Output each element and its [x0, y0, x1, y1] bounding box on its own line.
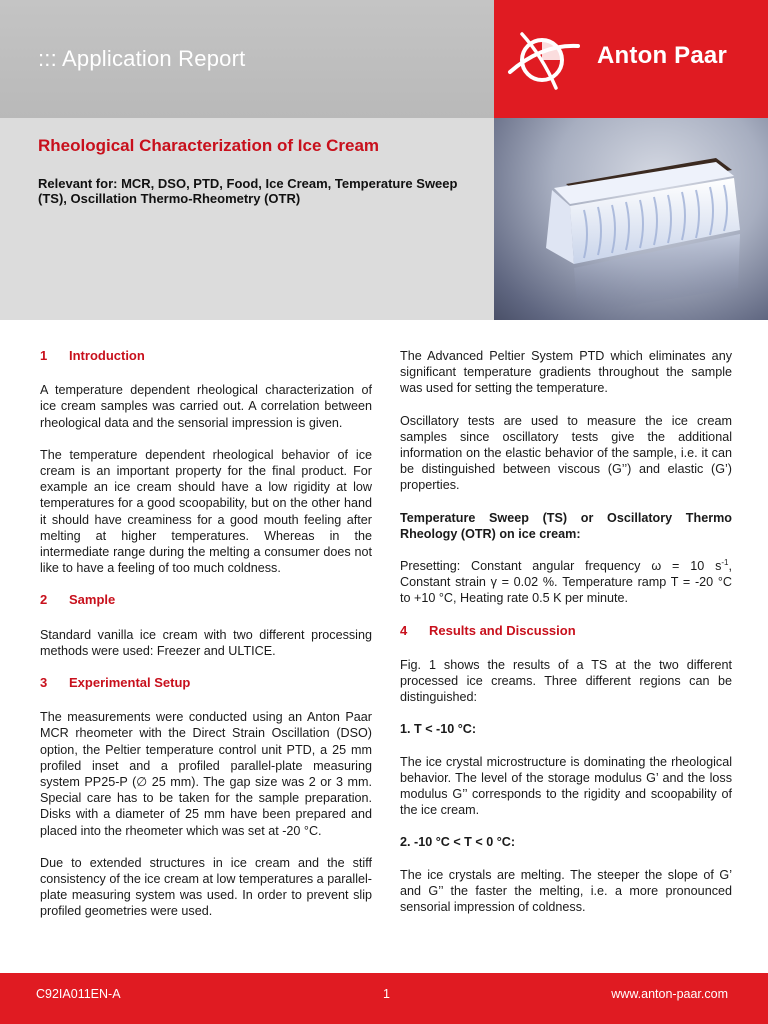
section-heading-experimental-setup	[40, 675, 372, 691]
section-title: Results and Discussion	[429, 622, 576, 638]
section-title: Sample	[69, 592, 116, 608]
section-heading-introduction	[40, 348, 372, 364]
section-title: Introduction	[69, 348, 145, 363]
section-title: Experimental Setup	[69, 675, 191, 691]
document-code: C92IA011EN-A	[36, 987, 121, 1001]
paragraph: The Advanced Peltier System PTD which eliminates any significant temperature gradients throughout the sample was used for setting the temperature.	[400, 349, 732, 396]
paragraph: The ice crystals are melting. The steeper the slope of G’ and G’’ the faster the melting, i.e. a more pronounced sensorial impression of coldness.	[400, 867, 732, 915]
paragraph: Oscillatory tests are used to measure the ice cream samples since oscillatory tests give the additional information on the elastic behavior of the sample, i.e. it can be distinguished between viscous (G’’) and elastic (G’) properties.	[400, 413, 732, 493]
right-column	[400, 348, 732, 931]
section-number: 1	[40, 348, 48, 363]
section-number: 2	[40, 592, 48, 608]
paragraph: The measurements were conducted using an Anton Paar MCR rheometer with the Direct Strain Oscillation (DSO) option, the Peltier temperature control unit PTD, a 25 mm profiled inset and a profiled parallel-plate measuring system PP25-P (∅ 25 mm). The gap size was 2 or 3 mm. Special care has to be taken for the sample preparation. Disks with a diameter of 25 mm have been prepared and placed into the rheometer which was set at -20 °C.	[40, 710, 372, 838]
paragraph: The ice crystal microstructure is dominating the rheological behavior. The level of the storage modulus G’ and the loss modulus G’’ corresponds to the rigidity and scoopability of the ice cream.	[400, 754, 732, 818]
presetting-text-a: Presetting: Constant angular frequency ω = 10 s	[400, 559, 722, 574]
section-heading-sample	[40, 592, 372, 608]
anton-paar-logo-icon	[506, 26, 580, 92]
ts-subheading: Temperature Sweep (TS) or Oscillatory Thermo Rheology (OTR) on ice cream:	[400, 510, 732, 541]
left-column	[40, 348, 372, 936]
presetting-superscript: -1	[721, 557, 729, 567]
region-1-heading: 1. T < -10 °C:	[400, 722, 477, 737]
relevant-for-text: Relevant for: MCR, DSO, PTD, Food, Ice Cream, Temperature Sweep (TS), Oscillation Thermo-Rheometry (OTR)	[38, 176, 458, 206]
document-title: Rheological Characterization of Ice Cream	[38, 136, 380, 155]
page-number: 1	[383, 987, 390, 1001]
application-report-label: ::: Application Report	[38, 46, 246, 71]
region-2-heading: 2. -10 °C < T < 0 °C:	[400, 835, 516, 850]
brand-name: Anton Paar	[597, 42, 728, 69]
paragraph: Due to extended structures in ice cream and the stiff consistency of the ice cream at low temperatures a parallel-plate measuring system was used. In order to prevent slip profiled geometries were used.	[40, 855, 372, 919]
presetting-text-b: , Constant strain γ = 0.02 %. Temperature ramp T = -20 °C to +10 °C, Heating rate 0.5 K per minute.	[400, 559, 732, 606]
ice-cream-illustration	[494, 118, 768, 320]
section-number: 4	[400, 622, 408, 638]
section-number: 3	[40, 675, 48, 691]
paragraph: A temperature dependent rheological characterization of ice cream samples was carried out. A correlation between rheological data and the sensorial impression is given.	[40, 383, 372, 430]
section-heading-results	[400, 623, 732, 639]
page-footer	[0, 973, 768, 1024]
presetting-paragraph	[400, 558, 732, 607]
paragraph: Standard vanilla ice cream with two different processing methods were used: Freezer and ULTICE.	[40, 627, 372, 658]
ice-cream-photo	[494, 118, 768, 320]
paragraph: Fig. 1 shows the results of a TS at the two different processed ice creams. Three different regions can be distinguished:	[400, 657, 732, 705]
website-link[interactable]: www.anton-paar.com	[611, 987, 728, 1001]
paragraph: The temperature dependent rheological behavior of ice cream is an important property for the final product. For example an ice cream should have a low rigidity at low temperatures for a good scoopability, but on the other hand it should have creaminess for a good mouth feeling after melting at higher temperatures. Whereas in the intermediate range during the melting a consumer does not like to have a feeling of too much coldness.	[40, 447, 372, 576]
